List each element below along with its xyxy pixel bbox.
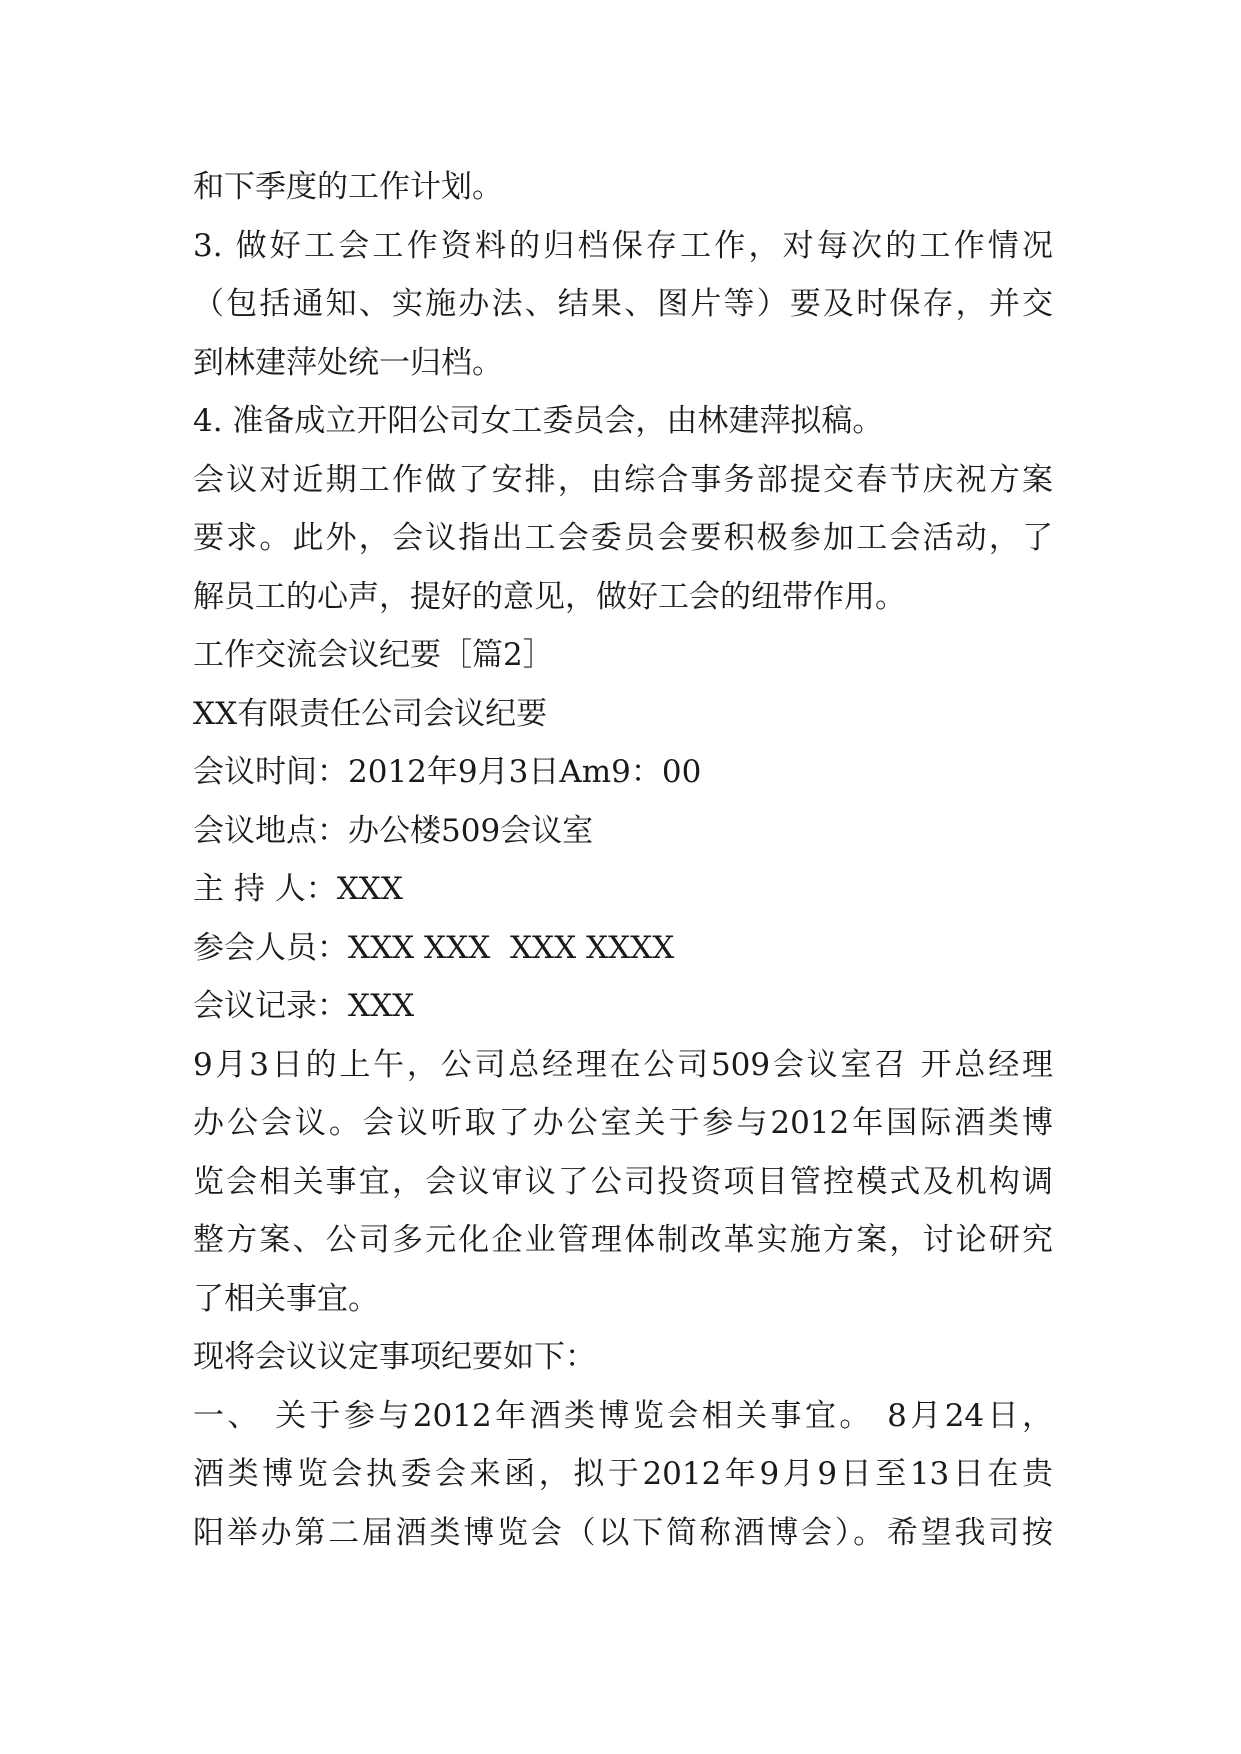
document-title: XX有限责任公司会议纪要	[193, 695, 548, 732]
text-line: 酒类博览会执委会来函，拟于2012年9月9日至13日在贵	[193, 1456, 1053, 1492]
meeting-host: 主 持 人：XXX	[193, 871, 403, 907]
text-line: 9月3日的上午，公司总经理在公司509会议室召 开总经理	[193, 1046, 1053, 1083]
section-heading: 工作交流会议纪要［篇2］	[193, 637, 554, 673]
meeting-location: 会议地点：办公楼509会议室	[193, 812, 594, 849]
text-line: 要求。此外，会议指出工会委员会要积极参加工会活动，了	[193, 520, 1053, 556]
meeting-recorder: 会议记录：XXX	[193, 988, 415, 1024]
document-body	[193, 158, 1053, 1562]
text-line: 和下季度的工作计划。	[193, 169, 503, 205]
text-line: 一、 关于参与2012年酒类博览会相关事宜。 8月24日，	[193, 1397, 1053, 1434]
text-line: 览会相关事宜，会议审议了公司投资项目管控模式及机构调	[193, 1163, 1053, 1200]
text-line: 办公会议。会议听取了办公室关于参与2012年国际酒类博	[193, 1105, 1053, 1141]
text-line: 4. 准备成立开阳公司女工委员会，由林建萍拟稿。	[193, 403, 884, 439]
text-line: 会议对近期工作做了安排，由综合事务部提交春节庆祝方案	[193, 461, 1053, 498]
text-line: 阳举办第二届酒类博览会（以下简称酒博会）。希望我司按	[193, 1514, 1053, 1551]
text-line: 解员工的心声，提好的意见，做好工会的纽带作用。	[193, 578, 906, 615]
text-line: 到林建萍处统一归档。	[193, 344, 503, 381]
meeting-attendees: 参会人员：XXX XXX XXX XXXX	[193, 929, 675, 966]
text-line: 了相关事宜。	[193, 1280, 379, 1317]
text-line: 整方案、公司多元化企业管理体制改革实施方案，讨论研究	[193, 1222, 1053, 1258]
text-line: 现将会议议定事项纪要如下：	[193, 1339, 596, 1375]
meeting-time: 会议时间：2012年9月3日Am9：00	[193, 754, 702, 790]
text-line: 3. 做好工会工作资料的归档保存工作，对每次的工作情况	[193, 227, 1053, 264]
text-line: （包括通知、实施办法、结果、图片等）要及时保存，并交	[193, 286, 1053, 322]
